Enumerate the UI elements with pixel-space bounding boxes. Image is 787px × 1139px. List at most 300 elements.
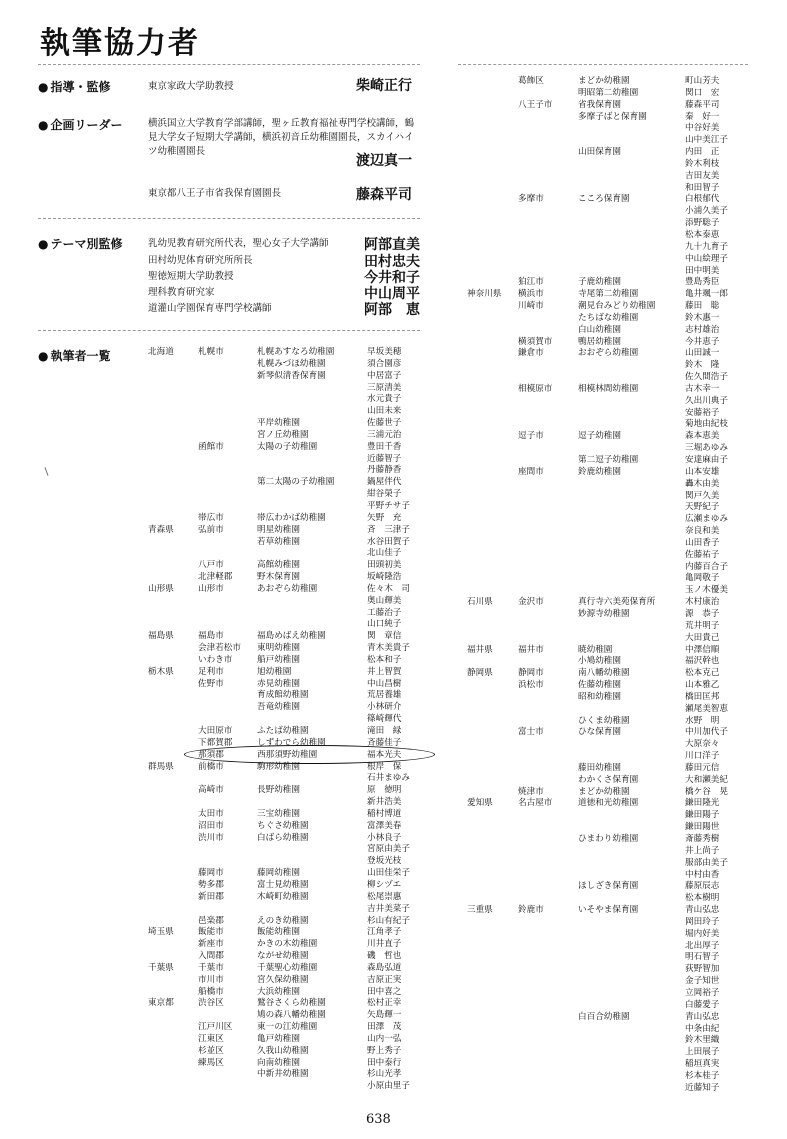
writer-row [0,787,787,799]
writer-person: 大原奈々 [685,739,720,750]
writer-person: 鎌田隆光 [685,798,720,809]
writer-person: 田中喜之 [367,986,402,997]
writer-person: 石井まゆみ [367,773,410,784]
writer-person: 杉山有紀子 [367,915,410,926]
writer-row [0,846,787,858]
writer-facility: 飯能幼稚園 [257,927,300,938]
writer-person: 山口純子 [367,619,402,630]
writer-row [0,1059,787,1071]
writer-city: 邑楽郡 [198,915,224,926]
writer-row [0,929,787,941]
writer-person: 北出厚子 [685,940,720,951]
writer-person: 中谷好美 [685,123,720,134]
writer-facility: ひな保育園 [578,727,621,738]
writer-facility: 船戸幼稚園 [257,654,300,665]
writer-row [0,1024,787,1036]
writer-city: 北津軽郡 [198,572,233,583]
writer-person: 奈良和美 [685,526,720,537]
writer-person: 岡田玲子 [685,916,720,927]
writer-row [0,159,787,171]
writer-facility: 小鳩幼稚園 [578,656,621,667]
writer-row [0,431,787,443]
writer-row [0,467,787,479]
writer-person: 荻野智加 [685,964,720,975]
writer-facility: 亀戸幼稚園 [257,1033,300,1044]
writer-person: 井上智賀 [367,666,402,677]
theme-role: 乳幼児教育研究所代表，聖心女子大学講師 [148,238,329,249]
writer-city: 鈴鹿市 [518,905,544,916]
writer-city: 金沢市 [518,597,544,608]
theme-role: 理科教育研究家 [148,287,215,298]
writer-city: 横須賀市 [518,336,553,347]
writer-facility: しずわでら幼稚園 [257,737,326,748]
writer-person: 中川加代子 [685,727,728,738]
writer-row [0,1083,787,1095]
theme-name: 今井和子 [364,270,420,286]
writer-facility: えのき幼稚園 [257,915,309,926]
writer-row [0,123,787,135]
writer-person: 滝田 緑 [367,726,402,736]
writer-row [0,692,787,704]
writer-facility: 福島めばえ幼稚園 [257,631,326,642]
divider [38,64,420,65]
theme-role: 田村幼児体育研究所所長 [148,255,253,266]
writer-facility: たちばな幼稚園 [578,312,639,323]
writer-person: 森島弘道 [367,962,402,973]
writer-row [0,597,787,609]
leader2-name: 藤森平司 [356,187,412,203]
writer-facility: 赤見幼稚園 [257,678,300,689]
writer-facility: 第二太陽の子幼稚園 [257,477,335,488]
writer-person: 新井浩美 [367,797,402,808]
writer-person: 大和瀬美紀 [685,774,728,785]
writer-row [0,112,787,124]
writer-facility: 宮久保幼稚園 [257,974,309,985]
writer-person: 山田未来 [367,406,402,417]
writer-facility: 第二逗子幼稚園 [578,455,639,465]
writer-city: 新座市 [198,939,224,950]
writer-row [0,230,787,242]
writer-row [0,254,787,266]
writer-person: 服部由美子 [685,857,728,868]
writer-person: 川口洋子 [685,751,720,762]
writer-city: 千葉市 [198,962,224,973]
writer-person: 轟木由美 [685,478,720,489]
writer-person: 菊地由紀枝 [685,419,728,430]
writer-person: 斎藤秀樹 [685,834,720,844]
writer-pref: 北海道 [148,347,174,357]
writer-person: 佐藤祐子 [685,549,720,560]
writer-person: 川井直子 [367,939,402,950]
writer-city: 高崎市 [198,785,224,796]
writer-person: 杉本桂子 [685,1070,720,1081]
writer-facility: 暁幼稚園 [578,644,613,655]
leader1-role: 横浜国立大学教育学部講師，聖ヶ丘教育福祉専門学校講師，鶴見大学女子短期大学講師，横浜初音丘幼稚園園長，スカイハイツ幼稚園園長 [148,118,415,157]
writer-row [0,704,787,716]
writer-row [0,964,787,976]
writer-person: 田中泰行 [367,1057,402,1068]
writer-city: 佐野市 [198,678,224,689]
writer-row [0,917,787,929]
section-heading-supervisor: ● 指導・監修 [38,78,111,95]
writer-facility: ほしざき保育園 [578,881,639,892]
writer-person: 佐々木 司 [367,583,410,594]
writer-city: 相模原市 [518,383,553,394]
writer-facility: 真行寺六美苑保育所 [578,597,656,608]
writer-person: 近藤智子 [367,453,402,464]
writer-person: 早坂美穂 [367,347,402,357]
writer-row [0,562,787,574]
writer-person: 瀬尾美智恵 [685,703,728,714]
writer-facility: 藤田幼稚園 [578,762,621,773]
writer-facility: ちぐさ幼稚園 [257,820,309,831]
writer-city: 下都賀郡 [198,737,233,748]
writer-city: 弘前市 [198,524,224,535]
writer-person: 中居富子 [367,370,402,381]
writer-facility: 富士見幼稚園 [257,879,309,890]
writer-city: 渋川市 [198,832,224,843]
writer-facility: 若草幼稚園 [257,536,300,547]
writer-facility: おおぞら幼稚園 [578,348,639,359]
writer-row [0,384,787,396]
writer-person: 三浦元治 [367,429,402,440]
writer-facility: 久我山幼稚園 [257,1045,309,1056]
writer-pref: 東京都 [148,998,174,1009]
writer-city: 福井市 [518,644,544,655]
writer-row [0,396,787,408]
writer-row [0,1035,787,1047]
writer-facility: 道徳和光幼稚園 [578,798,639,809]
writer-facility: 新琴似清香保育園 [257,370,326,381]
writer-person: 古木幸一 [685,383,720,394]
writer-facility: 白ばら幼稚園 [257,832,309,843]
theme-role: 聖徳短期大学助教授 [148,271,234,282]
writer-person: 森本恵美 [685,431,720,442]
writer-row [0,289,787,301]
writer-row [0,881,787,893]
writer-pref: 石川県 [467,597,493,608]
leader1-name: 渡辺真一 [356,153,412,169]
writer-person: 田頭初美 [367,560,402,571]
writer-person: 源 恭子 [685,608,720,619]
writer-facility: 潮見台みどり幼稚園 [578,301,656,312]
writer-city: 葛飾区 [518,76,544,86]
writer-person: 橋田匡邦 [685,691,720,702]
writer-city: 新田郡 [198,891,224,902]
writer-facility: 札幌みづほ幼稚園 [257,358,326,369]
writer-person: 杉山光孝 [367,1069,402,1080]
writer-facility: 東一の江幼稚園 [257,1022,318,1033]
writer-person: 篠崎輝代 [367,714,402,725]
writer-facility: まどか幼稚園 [578,786,630,797]
writer-city: 練馬区 [198,1057,224,1068]
writer-person: 金子知世 [685,976,720,987]
writer-person: 原 徳明 [367,785,402,796]
writer-facility: 南八幡幼稚園 [578,668,630,679]
writer-pref: 青森県 [148,524,174,535]
writer-person: 白藤愛子 [685,999,720,1010]
writer-pref: 山形県 [148,583,174,594]
writer-facility: かきの木幼稚園 [257,939,318,950]
writer-person: 志村雄治 [685,324,720,335]
writer-person: 上田展子 [685,1047,720,1058]
writer-row [0,609,787,621]
writer-city: 静岡市 [518,668,544,679]
writer-facility: 鷲谷さくら幼稚園 [257,998,326,1009]
writer-person: 根岸 保 [367,761,402,772]
theme-name: 中山周平 [364,286,420,302]
writer-city: 杉並区 [198,1045,224,1056]
writer-row [0,443,787,455]
writer-person: 登坂光枝 [367,856,402,867]
writer-person: 藤森平司 [685,99,720,110]
writer-person: 田澤 茂 [367,1022,402,1033]
writer-facility: 吾竜幼稚園 [257,702,300,713]
writer-row [0,218,787,230]
writer-facility: ふたば幼稚園 [257,726,309,736]
writer-person: 紺谷榮子 [367,489,402,500]
writer-facility: 逗子幼稚園 [578,431,621,442]
writer-person: 吉田友美 [685,170,720,181]
writer-facility: 白百合幼稚園 [578,1011,630,1022]
writer-person: 中山絵理子 [685,253,728,264]
writer-person: 亀岡敬子 [685,573,720,584]
writer-row [0,147,787,159]
writer-facility: 寺尾第二幼稚園 [578,289,639,300]
writer-person: 堀内好美 [685,928,720,939]
writer-row [0,360,787,372]
writer-person: 鈴木利枝 [685,158,720,169]
writer-row [0,455,787,467]
writer-row [0,798,787,810]
writer-row [0,491,787,503]
writer-city: 帯広市 [198,512,224,523]
writer-facility: 鳩の森八幡幼稚園 [257,1010,326,1021]
writer-person: 松本泰恵 [685,229,720,240]
writer-row [0,419,787,431]
writer-facility: 明星幼稚園 [257,524,300,535]
writer-person: 三原清美 [367,382,402,393]
writer-city: いわき市 [198,654,233,665]
writer-person: 近藤知子 [685,1082,720,1093]
leader2-role: 東京都八王子市省我保育園園長 [148,188,282,199]
writer-person: 斉藤佳子 [367,737,402,748]
writer-person: 小林良子 [367,832,402,843]
writer-pref: 三重県 [467,905,493,916]
writer-row [0,526,787,538]
writer-row [0,573,787,585]
writer-facility: 西那須野幼稚園 [257,749,318,760]
writer-person: 関 章信 [367,631,402,642]
section-heading-writers: ● 執筆者一覧 [38,347,111,364]
writer-city: 八王子市 [518,99,553,110]
writer-city: 太田市 [198,808,224,819]
writer-facility: 大浜幼稚園 [257,986,300,997]
writer-city: 座間市 [518,466,544,477]
writer-pref: 栃木県 [148,666,174,677]
theme-name: 田村忠夫 [364,254,420,270]
divider [458,64,748,65]
writer-person: 三堀あゆみ [685,443,728,454]
writer-row [0,408,787,420]
writer-row [0,858,787,870]
writer-facility: 平岸幼稚園 [257,418,300,429]
writer-person: 福本光夫 [367,749,402,760]
writer-row [0,870,787,882]
writer-row [0,716,787,728]
writer-person: 内藤百合子 [685,561,728,572]
writer-pref: 福井県 [467,644,493,655]
writer-person: 小原由里子 [367,1081,410,1092]
writer-city: 山形市 [198,583,224,594]
writer-pref: 埼玉県 [148,927,174,938]
writer-facility: まどか幼稚園 [578,76,630,86]
writer-person: 江角孝子 [367,927,402,938]
writer-pref: 千葉県 [148,962,174,973]
writers-right-column [0,76,787,1095]
writer-city: 沼田市 [198,820,224,831]
writer-person: 鈴木 隆 [685,360,720,371]
supervisor-name: 柴崎正行 [356,78,412,94]
writer-person: 豊田千香 [367,441,402,452]
writer-person: 大田貴己 [685,632,720,643]
writer-facility: 帯広わかば幼稚園 [257,512,326,523]
writer-person: 山中美江子 [685,135,728,146]
writer-person: 鈴木里織 [685,1035,720,1046]
writer-person: 藤田 聡 [685,301,720,312]
writer-row [0,988,787,1000]
page-title: 執筆協力者 [40,26,200,61]
writer-city: 飯能市 [198,927,224,938]
writer-row [0,550,787,562]
writer-row [0,585,787,597]
writer-row [0,348,787,360]
writer-person: 鍋屋伴代 [367,477,402,488]
writer-row [0,538,787,550]
writer-person: 小林研介 [367,702,402,713]
writer-row [0,633,787,645]
writer-person: 藤田元信 [685,762,720,773]
writer-facility: 佐藤幼稚園 [578,680,621,691]
writer-person: 亀井颯一郎 [685,289,728,300]
writer-person: 玉ノ木優美 [685,585,728,596]
writer-facility: 長野幼稚園 [257,785,300,796]
writer-city: 藤岡市 [198,868,224,879]
writer-row [0,941,787,953]
writer-person: 坂崎隆浩 [367,572,402,583]
writer-person: 明石智子 [685,952,720,963]
writer-person: 関戸久美 [685,490,720,501]
writer-person: 内田 正 [685,147,720,158]
writer-person: 平野チサ子 [367,500,410,511]
writer-person: 関口 宏 [685,87,720,98]
writer-facility: 鴨居幼稚園 [578,336,621,347]
writer-person: 水谷田賀子 [367,536,410,547]
writer-facility: 山田保育園 [578,147,621,158]
writer-row [0,135,787,147]
writer-city: 横浜市 [518,289,544,300]
writer-row [0,1047,787,1059]
writer-city: 鎌倉市 [518,348,544,359]
writer-person: 鈴木惠一 [685,312,720,323]
writer-city: 渋谷区 [198,998,224,1009]
writer-row [0,680,787,692]
writer-person: 松本和子 [367,654,402,665]
writer-row [0,514,787,526]
writer-row [0,337,787,349]
writer-city: 勢多郡 [198,879,224,890]
writer-row [0,668,787,680]
writer-person: 井上尚子 [685,845,720,856]
writer-city: 会津若松市 [198,643,241,654]
section-heading-planning-leaders: ● 企画リーダー [38,116,123,133]
writer-facility: 札幌あすなろ幼稚園 [257,347,335,357]
writer-person: 和田智子 [685,182,720,193]
writer-person: 久出川典子 [685,395,728,406]
writer-city: 札幌市 [198,347,224,357]
writer-person: 荒居養雄 [367,690,402,701]
writer-facility: 中新井幼稚園 [257,1069,309,1080]
writer-person: 宮原由美子 [367,844,410,855]
writer-person: 今井恵子 [685,336,720,347]
writer-person: 町山芳夫 [685,76,720,86]
writer-city: 那須郡 [198,749,224,760]
writer-city: 多摩市 [518,194,544,205]
writer-person: 矢野 充 [367,512,402,523]
writer-facility: いそやま保育園 [578,905,639,916]
writer-row [0,727,787,739]
writer-row [0,1012,787,1024]
writer-city: 狛江市 [518,277,544,288]
writer-facility: 太陽の子幼稚園 [257,441,318,452]
writer-person: 柳シヅエ [367,879,402,890]
writer-person: 野上秀子 [367,1045,402,1056]
writer-pref: 福島県 [148,631,174,642]
writer-city: 函館市 [198,441,224,452]
writer-city: 福島市 [198,631,224,642]
writer-person: 藤原辰志 [685,881,720,892]
writer-row [0,88,787,100]
writer-person: 中村由香 [685,869,720,880]
writer-city: 足利市 [198,666,224,677]
writer-facility: 千葉聖心幼稚園 [257,962,318,973]
writer-city: 江東区 [198,1033,224,1044]
writer-facility: ながせ幼稚園 [257,951,309,962]
writer-row [0,372,787,384]
writer-row [0,301,787,313]
writer-person: 松村正幸 [367,998,402,1009]
writer-person: 山田誠一 [685,348,720,359]
writer-person: 吉井美菜子 [367,903,410,914]
writer-person: 須合園彦 [367,358,402,369]
writer-facility: 育成館幼稚園 [257,690,309,701]
theme-name: 阿部 恵 [364,302,420,318]
writer-person: 立岡裕子 [685,987,720,998]
writer-person: 中山昌樹 [367,678,402,689]
writer-facility: 高館幼稚園 [257,560,300,571]
writer-person: 山本安雄 [685,466,720,477]
writer-person: 青木美貴子 [367,643,410,654]
writer-person: 中澤信順 [685,644,720,655]
writer-facility: わかくさ保育園 [578,774,639,785]
writer-person: 福沢幹也 [685,656,720,667]
writer-row [0,183,787,195]
writer-facility: ひまわり幼稚園 [578,834,639,844]
writer-row [0,621,787,633]
writer-city: 焼津市 [518,786,544,797]
writer-facility: 多摩子ばと保育園 [578,111,647,122]
writer-facility: 東明幼稚園 [257,643,300,654]
